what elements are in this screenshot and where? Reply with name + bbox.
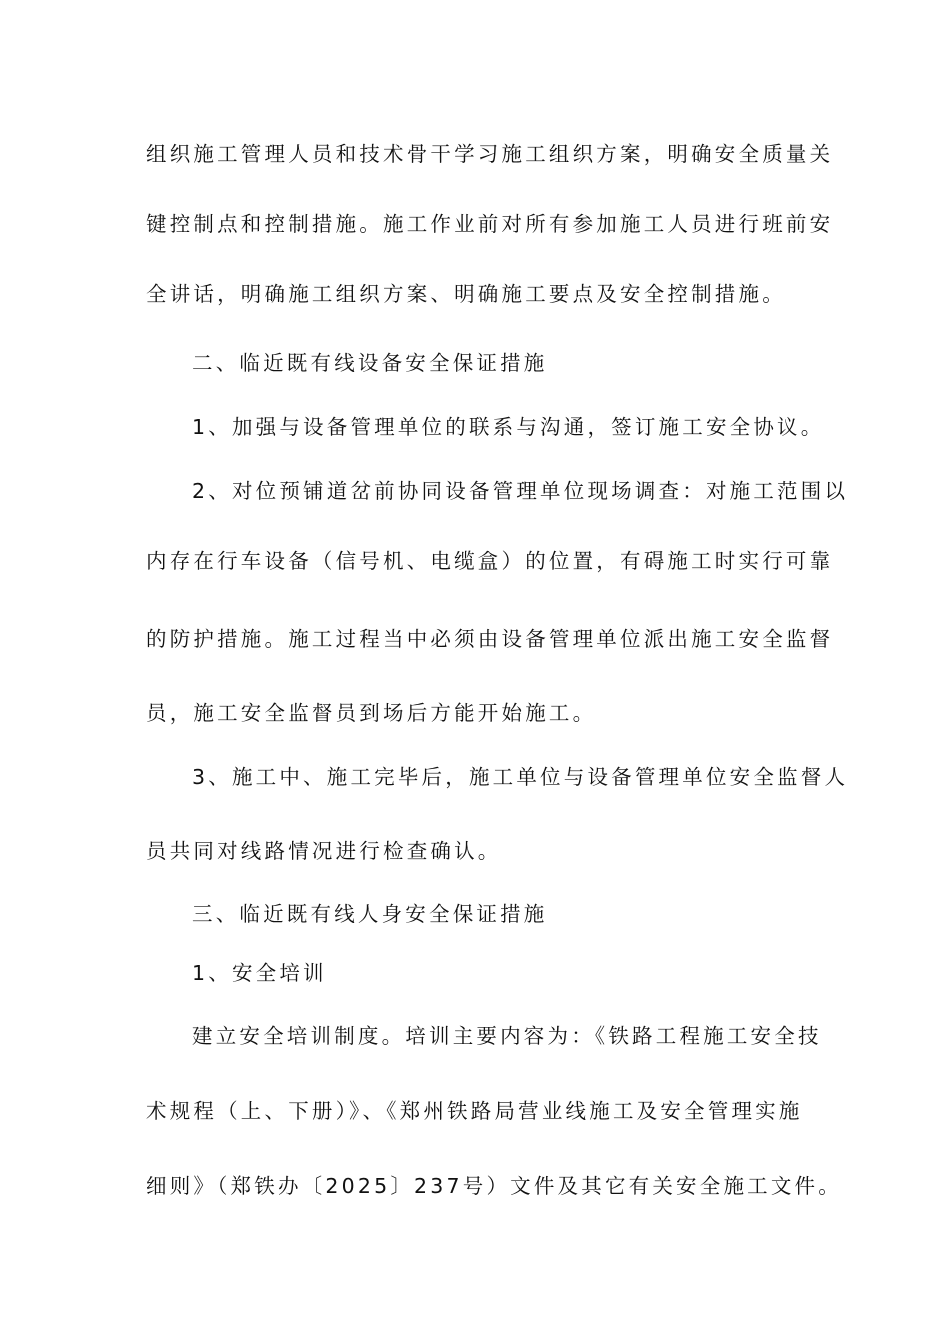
item-2-line-1: 2、对位预铺道岔前协同设备管理单位现场调查：对施工范围以 bbox=[192, 479, 849, 503]
item-2-line-4: 员，施工安全监督员到场后方能开始施工。 bbox=[146, 701, 597, 725]
training-paragraph-line-3: 细则》（郑铁办〔2025〕237号）文件及其它有关安全施工文件。 bbox=[146, 1174, 842, 1198]
subheading-safety-training: 1、安全培训 bbox=[192, 961, 327, 985]
paragraph-1-line-1: 组织施工管理人员和技术骨干学习施工组织方案，明确安全质量关 bbox=[146, 142, 834, 166]
item-1-line-1: 1、加强与设备管理单位的联系与沟通，签订施工安全协议。 bbox=[192, 415, 825, 439]
paragraph-1-line-2: 键控制点和控制措施。施工作业前对所有参加施工人员进行班前安 bbox=[146, 212, 834, 236]
item-2-line-3: 的防护措施。施工过程当中必须由设备管理单位派出施工安全监督 bbox=[146, 627, 834, 651]
section-heading-2: 二、临近既有线设备安全保证措施 bbox=[192, 351, 548, 375]
item-3-line-2: 员共同对线路情况进行检查确认。 bbox=[146, 839, 502, 863]
paragraph-1-line-3: 全讲话，明确施工组织方案、明确施工要点及安全控制措施。 bbox=[146, 282, 786, 306]
section-heading-3: 三、临近既有线人身安全保证措施 bbox=[192, 902, 548, 926]
training-paragraph-line-2: 术规程（上、下册）》、《郑州铁路局营业线施工及安全管理实施 bbox=[146, 1099, 803, 1123]
training-paragraph-line-1: 建立安全培训制度。培训主要内容为：《铁路工程施工安全技 bbox=[192, 1024, 822, 1048]
item-2-line-2: 内存在行车设备（信号机、电缆盒）的位置，有碍施工时实行可靠 bbox=[146, 549, 834, 573]
item-3-line-1: 3、施工中、施工完毕后，施工单位与设备管理单位安全监督人 bbox=[192, 765, 849, 789]
